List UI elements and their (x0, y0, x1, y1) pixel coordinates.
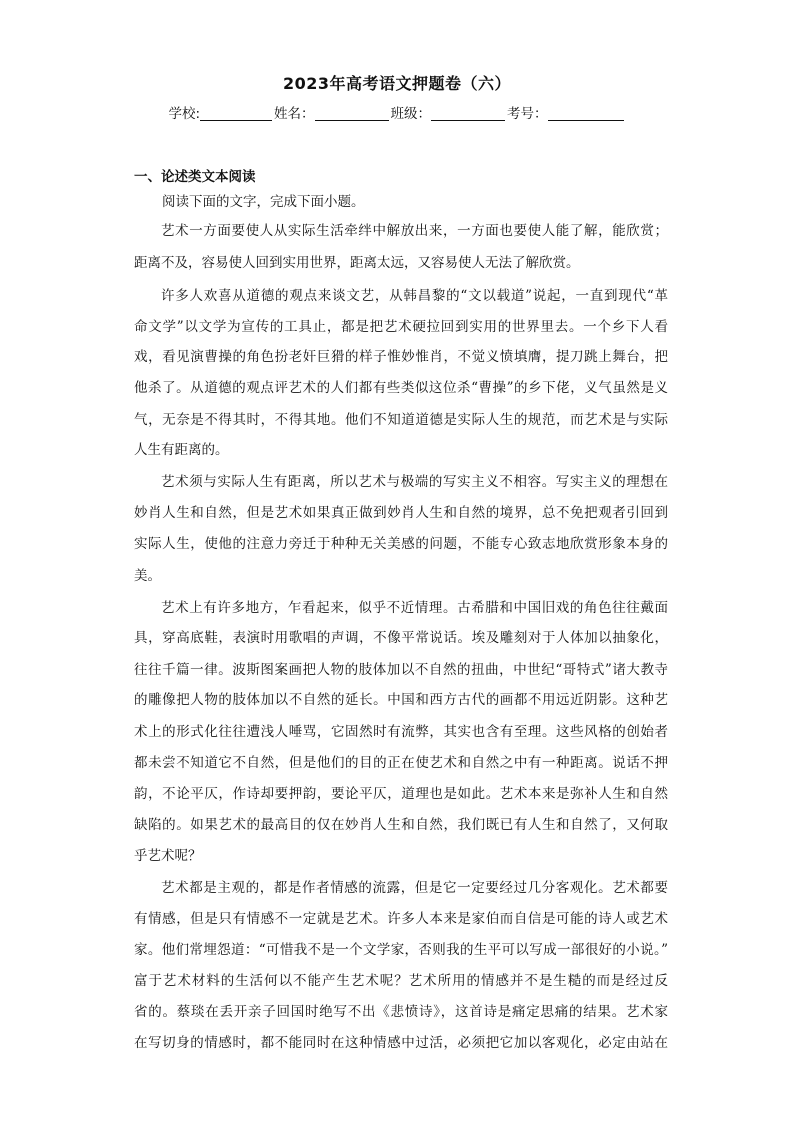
passage-line: 术上的形式化往往遭浅人唾骂，它固然时有流弊，其实也含有至理。这些风格的创始者 (134, 724, 668, 740)
passage-line: 实际人生，使他的注意力旁迁于种种无关美感的问题，不能专心致志地欣赏形象本身的 (134, 536, 668, 552)
passage-line: 乎艺术呢？ (134, 848, 202, 864)
passage-line: 缺陷的。如果艺术的最高目的仅在妙肖人生和自然，我们既已有人生和自然了，又何取 (134, 817, 668, 833)
passage-line: 人生有距离的。 (134, 442, 229, 458)
student-info-row (0, 102, 794, 122)
passage-line: 富于艺术材料的生活何以不能产生艺术呢？艺术所用的情感并不是生糙的而是经过反 (134, 973, 668, 989)
exam-number-blank (548, 106, 624, 121)
passage-line: 往往千篇一律。波斯图案画把人物的肢体加以不自然的扭曲，中世纪“哥特式”诸大教寺 (134, 662, 668, 678)
passage-line: 妙肖人生和自然，但是艺术如果真正做到妙肖人生和自然的境界，总不免把观者引回到 (134, 505, 668, 521)
name-label: 姓名： (274, 106, 315, 122)
school-blank (200, 106, 272, 121)
passage-line: 气，无奈是不得其时，不得其地。他们不知道道德是实际人生的规范，而艺术是与实际 (134, 412, 668, 428)
passage-line: 都未尝不知道它不自然，但是他们的目的正在使艺术和自然之中有一种距离。说话不押 (134, 755, 668, 771)
passage-line: 艺术一方面要使人从实际生活牵绊中解放出来，一方面也要使人能了解，能欣赏； (161, 223, 668, 239)
passage-line: 有情感，但是只有情感不一定就是艺术。许多人本来是家伯而自信是可能的诗人或艺术 (134, 911, 668, 927)
passage-line: 在写切身的情感时，都不能同时在这种情感中过活，必须把它加以客观化，必定由站在 (134, 1035, 668, 1051)
passage-line: 家。他们常埋怨道：“可惜我不是一个文学家，否则我的生平可以写成一部很好的小说。” (134, 942, 668, 958)
class-blank (431, 106, 505, 121)
passage-line: 命文学”以文学为宣传的工具止，都是把艺术硬拉回到实用的世界里去。一个乡下人看 (134, 319, 668, 335)
school-label: 学校: (168, 106, 201, 122)
name-blank (315, 106, 389, 121)
passage-line: 具，穿高底鞋，表演时用歌唱的声调，不像平常说话。埃及雕刻对于人体加以抽象化， (134, 630, 668, 646)
exam-title: 2023年高考语文押题卷（六） (282, 74, 512, 93)
passage-line: 韵，不论平仄，作诗却要押韵，要论平仄，道理也是如此。艺术本来是弥补人生和自然 (134, 786, 668, 802)
passage-line: 许多人欢喜从道德的观点来谈文艺，从韩昌黎的“文以载道”说起，一直到现代“革 (161, 288, 668, 304)
passage-line: 戏，看见演曹操的角色扮老奸巨猾的样子惟妙惟肖，不觉义愤填膺，提刀跳上舞台，把 (134, 349, 668, 365)
section-heading: 一、论述类文本阅读 (134, 169, 256, 185)
passage-line: 他杀了。从道德的观点评艺术的人们都有些类似这位杀“曹操”的乡下佬，义气虽然是义 (134, 380, 668, 396)
class-label: 班级： (390, 106, 432, 122)
passage-line: 距离不及，容易使人回到实用世界，距离太远，又容易使人无法了解欣赏。 (134, 255, 580, 271)
passage-line: 艺术都是主观的，都是作者情感的流露，但是它一定要经过几分客观化。艺术都要 (161, 880, 668, 896)
passage-line: 的雕像把人物的肢体加以不自然的延长。中国和西方古代的画都不用远近阴影。这种艺 (134, 692, 668, 708)
passage-line: 美。 (134, 568, 161, 584)
exam-number-label: 考号： (507, 106, 548, 122)
passage-line: 艺术上有许多地方，乍看起来，似乎不近情理。古希腊和中国旧戏的角色往往戴面 (161, 600, 668, 616)
section-instruction: 阅读下面的文字，完成下面小题。 (162, 194, 365, 210)
passage-line: 艺术须与实际人生有距离，所以艺术与极端的写实主义不相容。写实主义的理想在 (161, 474, 668, 490)
passage-line: 省的。蔡琰在丢开亲子回国时绝写不出《悲愤诗》，这首诗是痛定思痛的结果。艺术家 (134, 1004, 668, 1020)
